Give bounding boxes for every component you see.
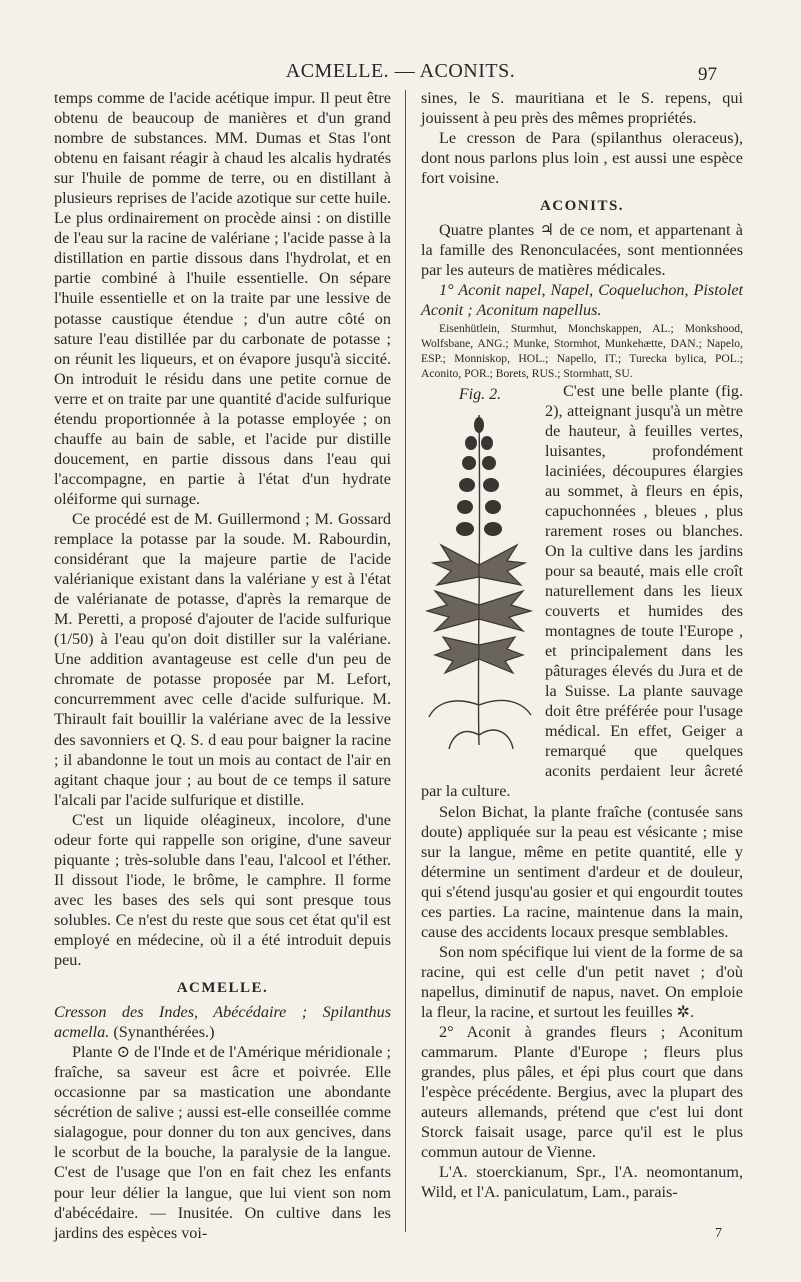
paragraph: 2° Aconit à grandes fleurs ; Aconitum cammarum. Plante d'Europe ; fleurs plus grandes, plus pâles, et épi plus court que dans l'espèce précédente. Bergius, avec la plupart des auteurs allemands, prétend que c'est lui dont Storck faisait usage, parce qu'il est le plus commun autour de Vienne. xyxy=(421,1023,743,1162)
paragraph: Ce procédé est de M. Guillermond ; M. Gossard remplace la potasse par la soude. M. Rabourdin, considérant que la majeure partie de l'acide valérianique existant dans la valériane y est à l'état de valérianate de potasse, d'après la remarque de M. Peretti, a proposé d'ajouter de l'acide sulfurique (1/50) à l'eau qu'on doit distiller sur la valériane. Une addition avantageuse est celle d'un peu de chromate de potasse proposée par M. Lefort, concurremment avec celle d'acide sulfurique. M. Thirault fait bouillir la valériane avec de la lessive des savonniers et Q. S. d eau pour baigner la racine ; il abandonne le tout un mois au contact de l'air en agitant chaque jour ; au bout de ce temps il sature l'alcali par l'acide sulfurique et distille. xyxy=(54,509,391,809)
synonyms-list: Eisenhütlein, Sturmhut, Monchskappen, AL.; Monkshood, Wolfsbane, ANG.; Munke, Stormhot, Munkehætte, DAN.; Napelo, ESP.; Monniskop, HOL.; Napello, IT.; Turecka bylica, POL.; Aconito, POR.; Borets, RUS.; Stormhatt, SU. xyxy=(421,321,743,380)
paragraph: Quatre plantes ♃ de ce nom, et appartenant à la famille des Renonculacées, sont mentionnées par les auteurs de matières médicales. xyxy=(421,221,743,280)
signature-mark: 7 xyxy=(715,1226,722,1241)
aconite-plant-illustration xyxy=(421,405,539,755)
synonyms-line xyxy=(54,1002,391,1042)
right-column xyxy=(421,88,743,1202)
paragraph: sines, le S. mauritiana et le S. repens, qui jouissent à peu près des mêmes propriétés. xyxy=(421,89,743,128)
column-rule xyxy=(405,90,406,1232)
paragraph: L'A. stoerckianum, Spr., l'A. neomontanum, Wild, et l'A. paniculatum, Lam., parais- xyxy=(421,1163,743,1202)
paragraph: C'est un liquide oléagineux, incolore, d'une odeur forte qui rappelle son origine, d'une saveur piquante ; très-soluble dans l'eau, l'alcool et l'éther. Il dissout l'iode, le brôme, le camphre. Il forme avec les bases des sels qui sont presque tous solubles. Ce n'est du reste que sous cet état qu'il est employé en médecine, où il a été introduit depuis peu. xyxy=(54,810,391,970)
running-head: ACMELLE. — ACONITS. xyxy=(285,60,516,82)
paragraph: Son nom spécifique lui vient de la forme de sa racine, qui est celle d'un petit navet ; d'où napellus, diminutif de napus, navet. On emploie la fleur, la racine, et surtout les feuilles ✲. xyxy=(421,942,743,1021)
figure-label: Fig. 2. xyxy=(458,385,502,403)
left-column xyxy=(54,88,391,1243)
page-number: 97 xyxy=(698,64,717,85)
paragraph: Le cresson de Para (spilanthus oleraceus), dont nous parlons plus loin , est aussi une espèce fort voisine. xyxy=(421,129,743,188)
synonyms-italic: Cresson des Indes, Abécédaire ; Spilanthus acmella. xyxy=(54,1003,391,1042)
page-header xyxy=(0,60,801,88)
paragraph: Plante ⊙ de l'Inde et de l'Amérique méridionale ; fraîche, sa saveur est âcre et poivrée. Elle occasionne par sa mastication une abondante sécrétion de salive ; aussi est-elle conseillée comme sialagogue, pour donner du ton aux gencives, dans le scorbut de la bouche, la paralysie de la langue. C'est de l'usage que l'on en fait chez les enfants pour leur délier la langue, que lui vient son nom d'abécédaire. — Inusitée. On cultive dans les jardins des espèces voi- xyxy=(54,1043,391,1242)
paragraph: temps comme de l'acide acétique impur. Il peut être obtenu de beaucoup de manières et d'un grand nombre de substances. MM. Dumas et Stas l'ont obtenu en faisant réagir à chaud les alcalis hydratés sur l'huile de pomme de terre, ou en distillant à plusieurs reprises de l'acide azotique sur cette huile. Le plus ordinairement on procède ainsi : on distille de l'eau sur la racine de valériane ; l'acide passe à la distillation en partie dissous dans l'hydrolat, et en partie combiné à l'huile essentielle. On sépare l'huile essentielle et on la traite par une lessive de potasse caustique étendue ; d'un autre côté on sature l'eau distillée par du carbonate de potasse ; on réunit les liqueurs, et on évapore jusqu'à siccité. On introduit le résidu dans une petite cornue de verre et on traite par une quantité d'acide sulfurique étendu proportionnée à la potasse employée ; on chauffe au bain de sable, et l'acide pur distille doucement, en partie dissous dans l'eau qui l'accompagne, en partie à l'état d'un hydrate oléiforme qui surnage. xyxy=(54,89,391,508)
paragraph: C'est une belle plante (fig. 2), atteignant jusqu'à un mètre de hauteur, à feuilles vertes, luisantes, profondément laciniées, découpures élargies au sommet, à fleurs en épis, capuchonnées , bleues , plus rarement roses ou blanches. On la cultive dans les jardins pour sa beauté, mais elle croît naturellement dans les lieux couverts et humides des montagnes de toute l'Europe , et principalement dans les pâturages élevés du Jura et de la Suisse. La plante sauvage doit être préférée pour l'usage médical. En effet, Geiger a remarqué que quelques aconits perdaient leur âcreté par la culture. xyxy=(421,381,743,801)
section-heading-acmelle: ACMELLE. xyxy=(176,980,269,997)
family-label: (Synanthérées.) xyxy=(113,1023,215,1042)
paragraph: 1° Aconit napel, Napel, Coqueluchon, Pistolet Aconit ; Aconitum napellus. xyxy=(421,281,743,320)
section-heading-aconits: ACONITS. xyxy=(539,198,625,215)
paragraph: Selon Bichat, la plante fraîche (contusée sans doute) appliquée sur la peau est vésicante ; mise sur la langue, même en petite quantité, elle y détermine un sentiment d'ardeur et de douleur, qui s'étend jusqu'au gosier et qui engourdit toutes ces parties. La racine, maintenue dans la main, cause des accidents locaux presque semblables. xyxy=(421,802,743,941)
figure-aconit-plant xyxy=(421,385,539,763)
